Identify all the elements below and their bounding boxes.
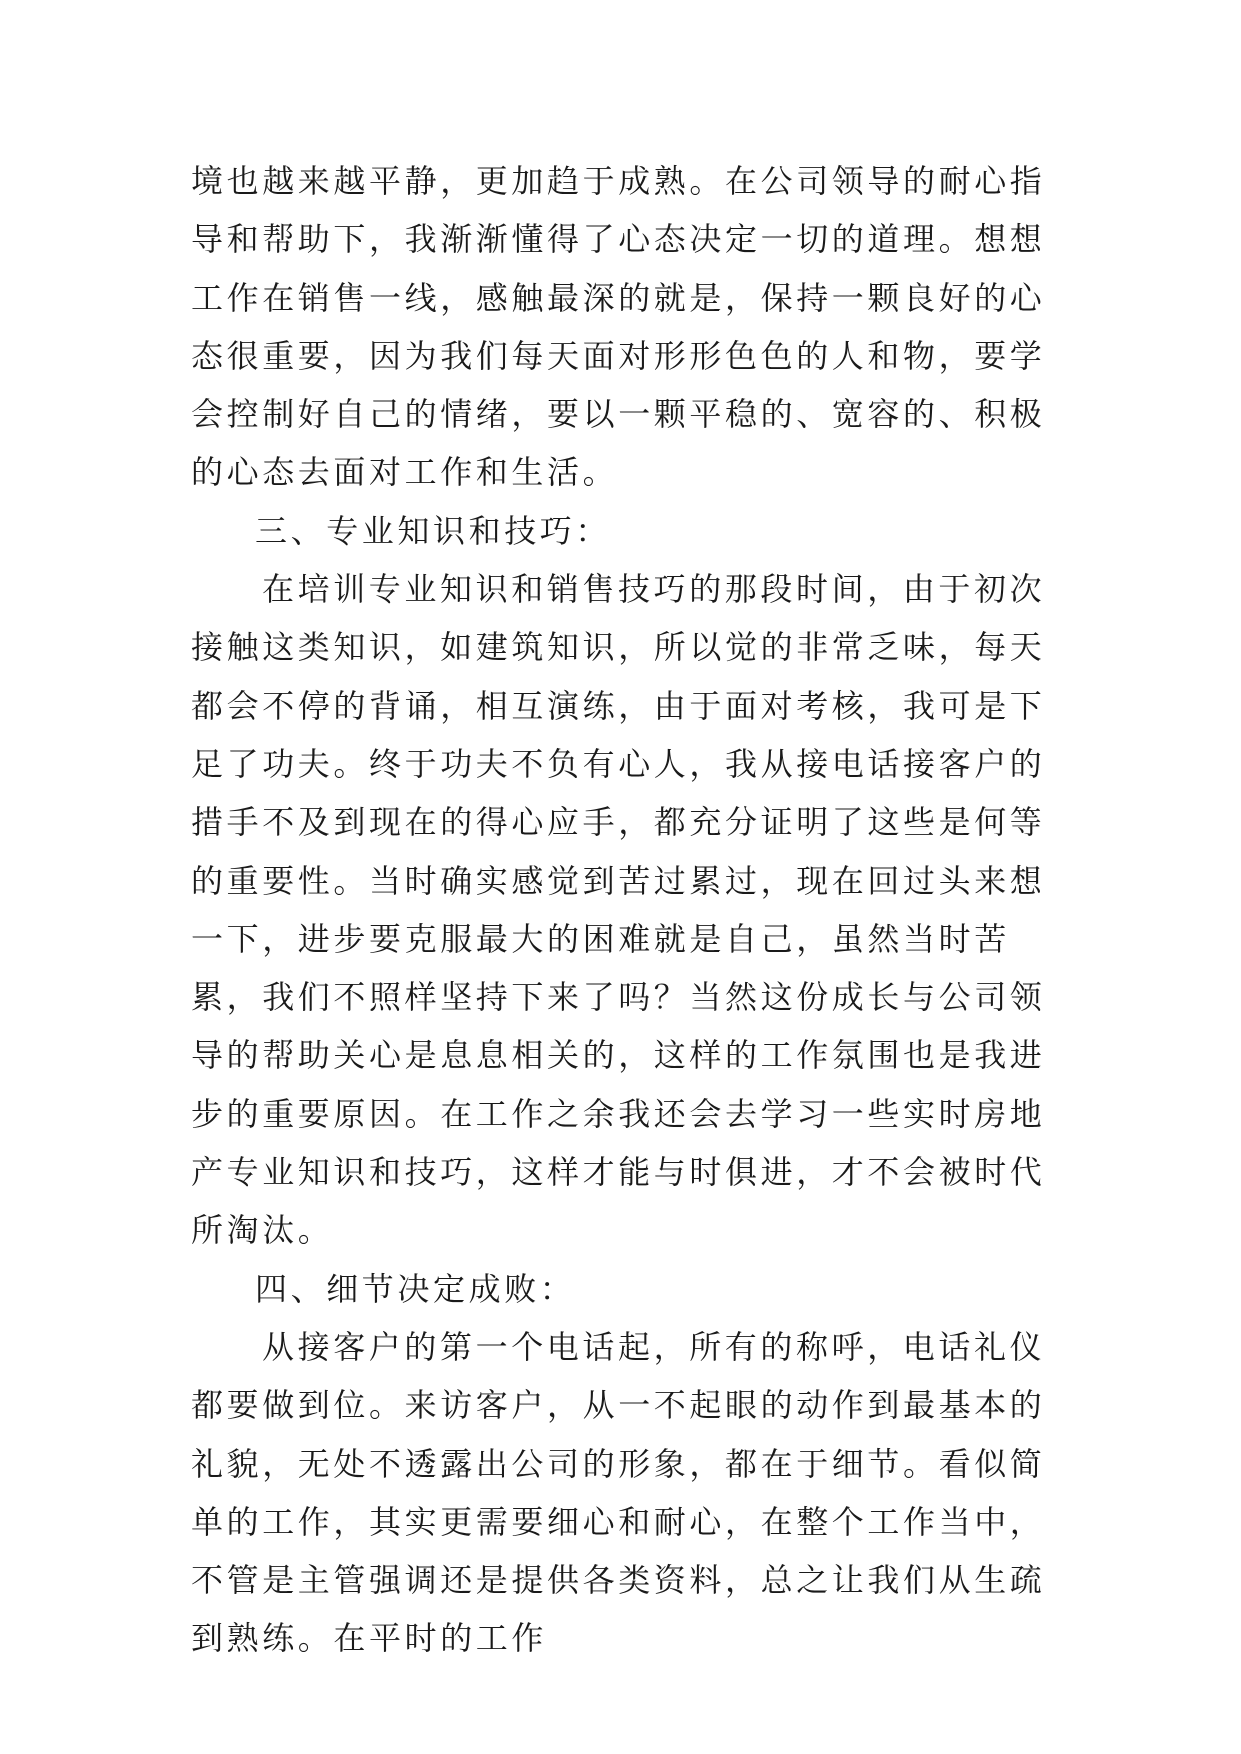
body-paragraph: 境也越来越平静，更加趋于成熟。在公司领导的耐心指导和帮助下，我渐渐懂得了心态决定一切的道理。想想工作在销售一线，感触最深的就是，保持一颗良好的心态很重要，因为我们每天面对形形色色的人和物，要学会控制好自己的情绪，要以一颗平稳的、宽容的、积极的心态去面对工作和生活。 [191,162,1046,492]
body-paragraph: 从接客户的第一个电话起，所有的称呼，电话礼仪都要做到位。来访客户，从一不起眼的动作到最基本的礼貌，无处不透露出公司的形象，都在于细节。看似简单的工作，其实更需要细心和耐心，在整个工作当中，不管是主管强调还是提供各类资料，总之让我们从生疏到熟练。在平时的工作 [191,1327,1046,1658]
section-heading: 三、专业知识和技巧： [255,511,612,550]
body-paragraph: 在培训专业知识和销售技巧的那段时间，由于初次接触这类知识，如建筑知识，所以觉的非常乏味，每天都会不停的背诵，相互演练，由于面对考核，我可是下足了功夫。终于功夫不负有心人，我从接电话接客户的措手不及到现在的得心应手，都充分证明了这些是何等的重要性。当时确实感觉到苦过累过，现在回过头来想一下，进步要克服最大的困难就是自己，虽然当时苦累，我们不照样坚持下来了吗？当然这份成长与公司领导的帮助关心是息息相关的，这样的工作氛围也是我进步的重要原因。在工作之余我还会去学习一些实时房地产专业知识和技巧，这样才能与时俱进，才不会被时代所淘汰。 [191,570,1046,1250]
section-heading: 四、细节决定成败： [255,1269,576,1308]
document-page [191,152,1051,1668]
